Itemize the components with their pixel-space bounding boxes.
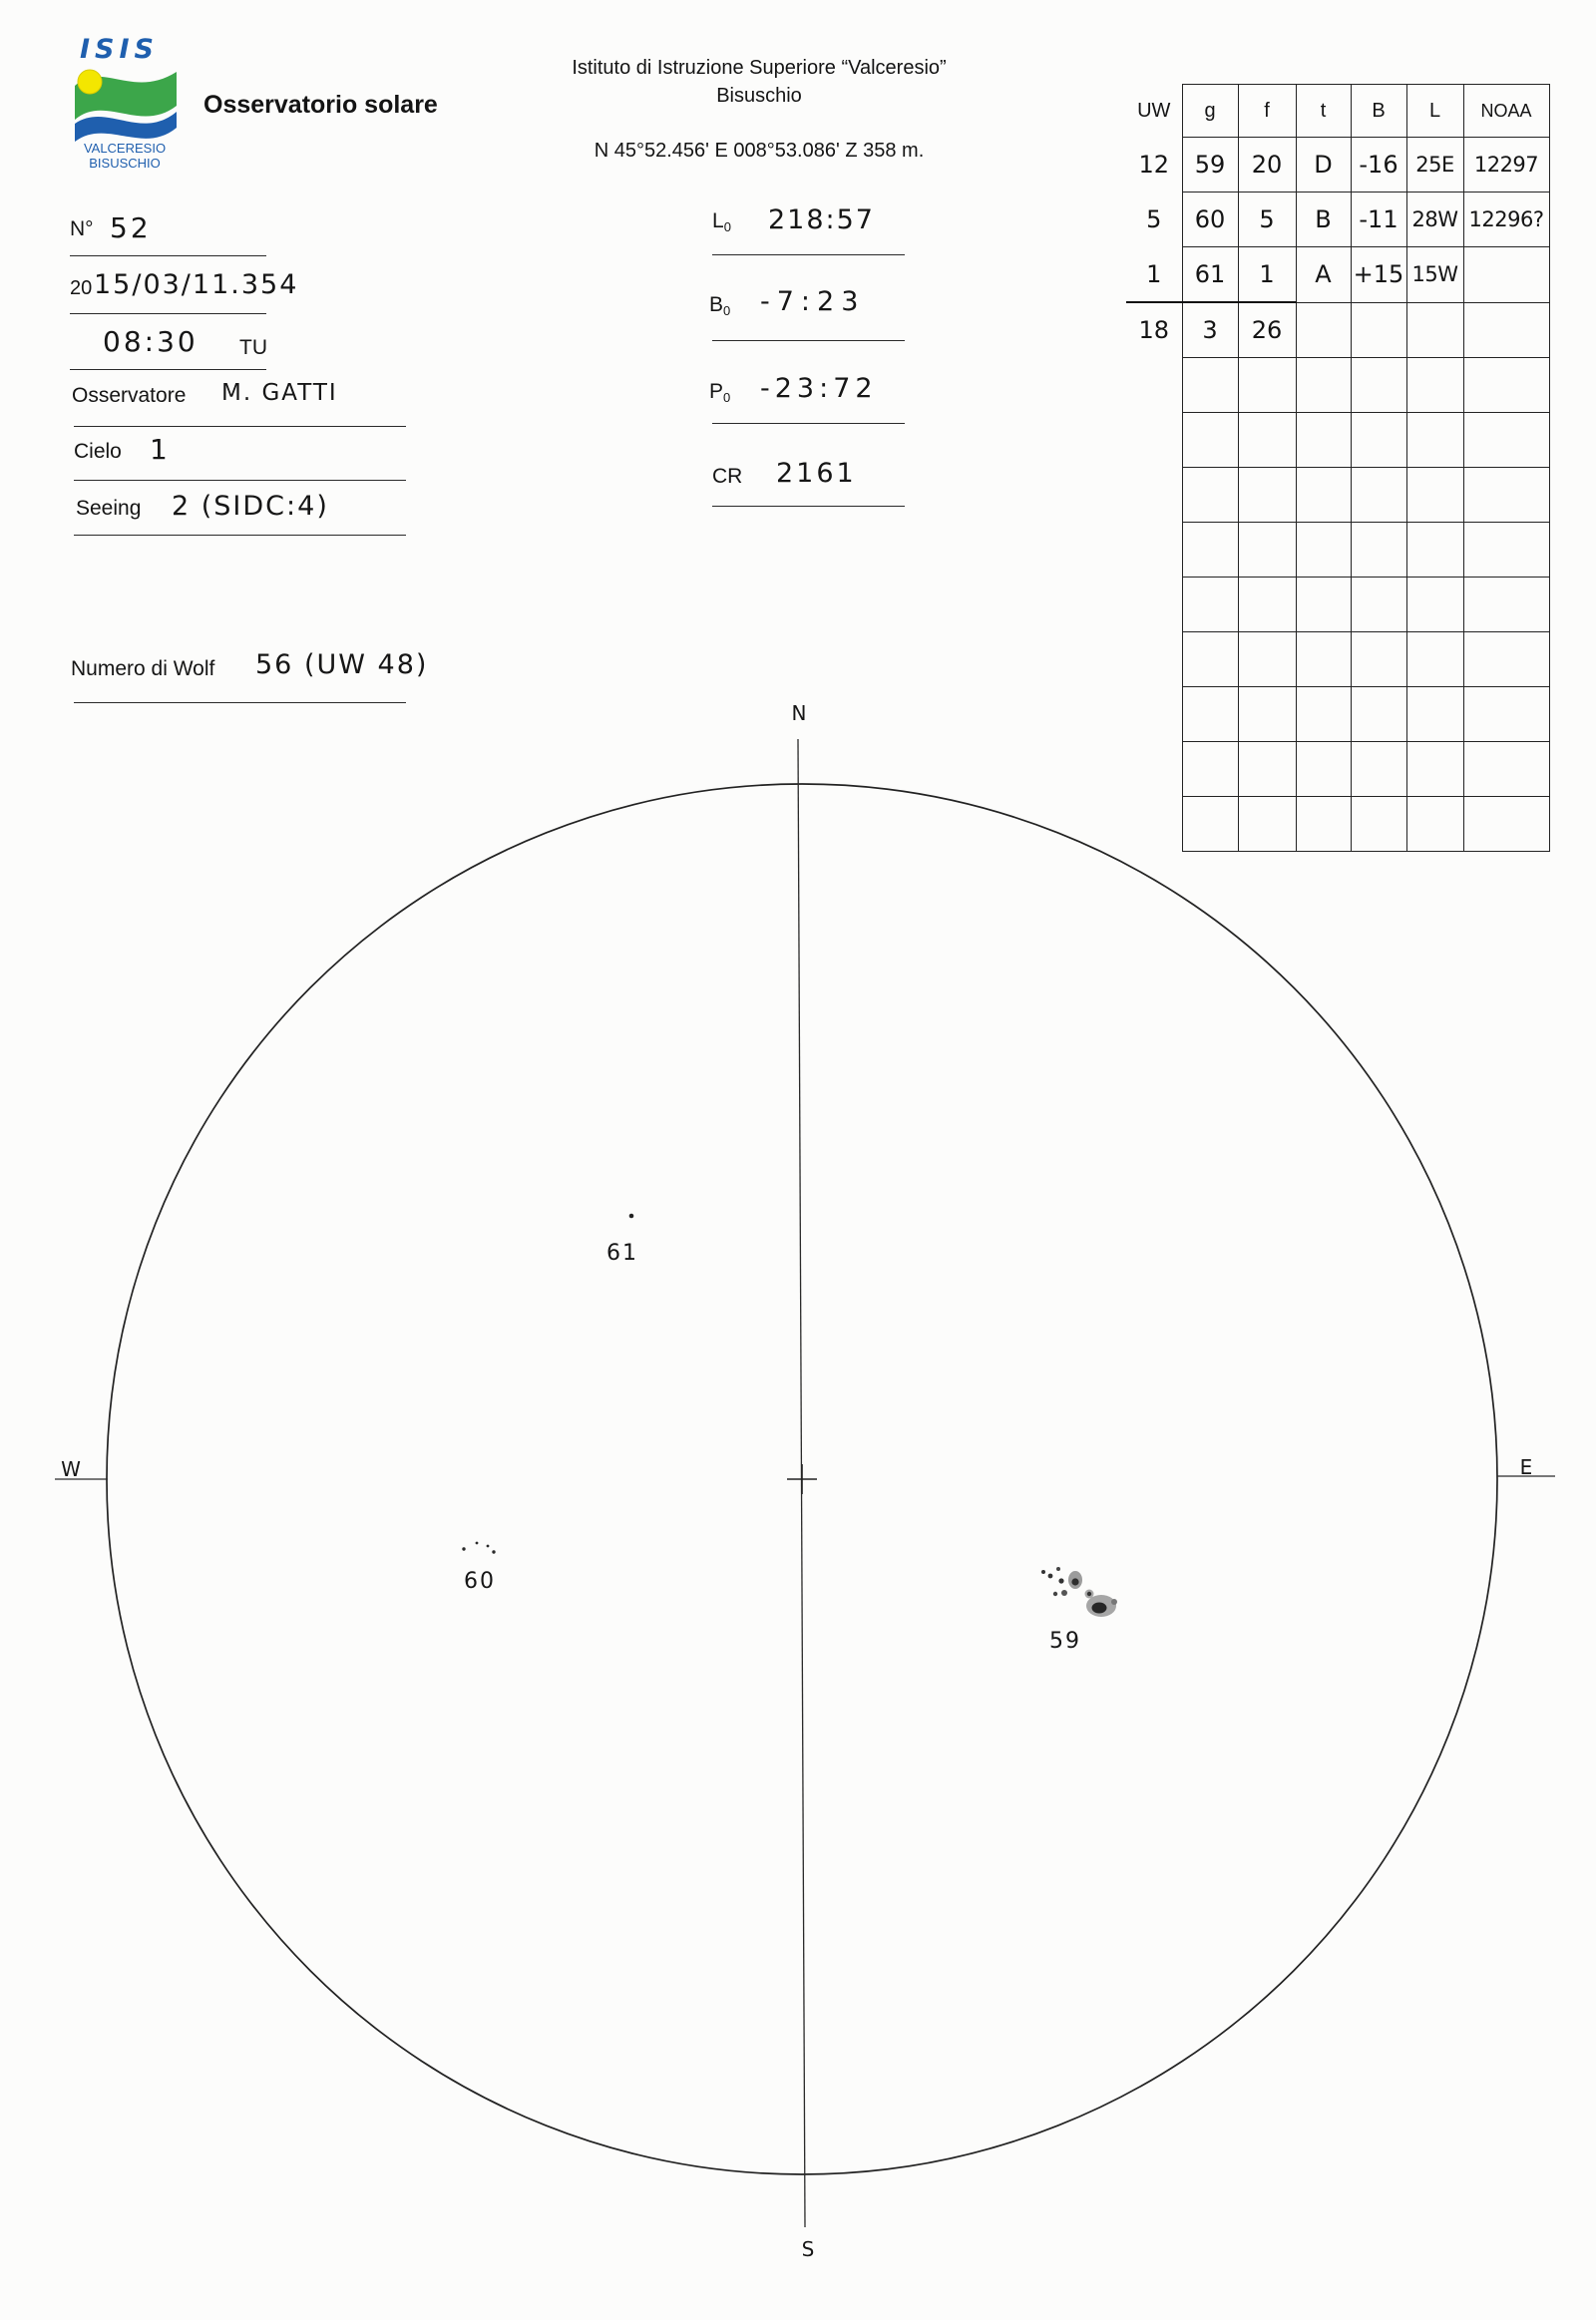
cr-label: CR (712, 465, 743, 488)
cell-t: A (1296, 247, 1351, 303)
observer-value: M. GATTI (221, 380, 338, 406)
cell-uw: 12 (1138, 151, 1170, 179)
sunspot-group-59 (1041, 1567, 1117, 1617)
observer-label: Osservatore (72, 384, 187, 407)
cell-t: D (1296, 138, 1351, 193)
sunspot (1058, 1578, 1063, 1583)
sunspot-umbra (1087, 1592, 1091, 1596)
cell-f: 20 (1238, 138, 1296, 193)
cell-l: 28W (1406, 193, 1463, 247)
table-header-noaa: NOAA (1463, 85, 1549, 138)
sunspot (462, 1547, 465, 1550)
station-coordinates: N 45°52.456' E 008°53.086' Z 358 m. (594, 140, 925, 162)
west-label: W (61, 1457, 81, 1481)
east-label: E (1519, 1455, 1533, 1479)
wolf-number-value: 56 (UW 48) (255, 649, 429, 680)
cell-g: 60 (1182, 193, 1238, 247)
sunspot (1111, 1599, 1117, 1605)
north-label: N (791, 701, 807, 725)
b0-value: -7:23 (760, 286, 866, 317)
l0-subscript: 0 (723, 219, 731, 234)
sunspot-group-60 (462, 1542, 495, 1554)
time-unit: TU (239, 336, 267, 359)
cell-t: B (1296, 193, 1351, 247)
sunspot (492, 1550, 495, 1553)
table-header-t: t (1296, 85, 1351, 138)
institute-name: Istituto di Istruzione Superiore “Valceresio” (572, 57, 947, 79)
sunspot (629, 1214, 634, 1219)
sky-label: Cielo (74, 440, 122, 463)
number-label: N° (70, 217, 94, 240)
cell-b: +15 (1351, 247, 1406, 303)
cell-g: 61 (1182, 247, 1238, 303)
seeing-value: 2 (SIDC:4) (172, 491, 329, 522)
time-value: 08:30 (103, 325, 199, 358)
sunspot (1048, 1574, 1053, 1579)
cell-g: 3 (1182, 302, 1238, 358)
cell-b: -11 (1351, 193, 1406, 247)
cell-l: 25E (1406, 138, 1463, 193)
cell-uw: 1 (1146, 259, 1162, 288)
wolf-number-label: Numero di Wolf (71, 657, 215, 680)
table-header-f: f (1238, 85, 1296, 138)
sunspot-group-61 (629, 1214, 634, 1219)
table-header-b: B (1351, 85, 1406, 138)
date-value: 15/03/11.354 (94, 269, 299, 300)
seeing-label: Seeing (76, 497, 142, 520)
cell-f: 1 (1238, 247, 1296, 303)
b0-symbol: B (709, 293, 724, 316)
institute-town: Bisuschio (716, 85, 802, 107)
table-header-uw: UW (1137, 99, 1171, 122)
p0-symbol: P (709, 380, 724, 403)
group-label-60: 60 (464, 1569, 496, 1594)
cell-g: 59 (1182, 138, 1238, 193)
b0-subscript: 0 (723, 303, 731, 318)
cell-noaa: 12297 (1463, 138, 1549, 193)
observatory-title: Osservatorio solare (203, 91, 438, 119)
cell-noaa: 12296? (1463, 193, 1549, 247)
table-header-l: L (1406, 85, 1463, 138)
cell-f: 26 (1238, 302, 1296, 358)
sunspot-umbra (1071, 1578, 1078, 1585)
south-label: S (801, 2237, 815, 2261)
cell-uw: 18 (1126, 302, 1182, 358)
sunspot (1061, 1590, 1067, 1596)
sunspot (1041, 1570, 1045, 1574)
table-header-g: g (1182, 85, 1238, 138)
cell-uw: 5 (1146, 205, 1162, 233)
cell-f: 5 (1238, 193, 1296, 247)
cell-b: -16 (1351, 138, 1406, 193)
number-value: 52 (110, 211, 152, 244)
sunspot (476, 1542, 479, 1545)
group-label-59: 59 (1049, 1629, 1081, 1654)
logo-line-valceresio: VALCERESIO (83, 141, 167, 156)
p0-subscript: 0 (723, 390, 731, 405)
sunspot (487, 1545, 490, 1548)
sunspot (1056, 1567, 1060, 1571)
l0-value: 218:57 (768, 204, 875, 235)
logo-mark: ISIS (80, 34, 159, 65)
sunspot (1053, 1592, 1057, 1596)
cr-value: 2161 (776, 458, 857, 489)
group-label-61: 61 (606, 1241, 638, 1266)
sky-value: 1 (150, 433, 171, 466)
l0-symbol: L (712, 209, 724, 232)
date-prefix: 20 (70, 277, 93, 299)
logo-line-bisuschio: BISUSCHIO (89, 156, 161, 171)
sunspot-umbra (1092, 1603, 1107, 1614)
p0-value: -23:72 (760, 373, 878, 404)
disk-center-cross (787, 1464, 817, 1494)
cell-l: 15W (1406, 247, 1463, 303)
